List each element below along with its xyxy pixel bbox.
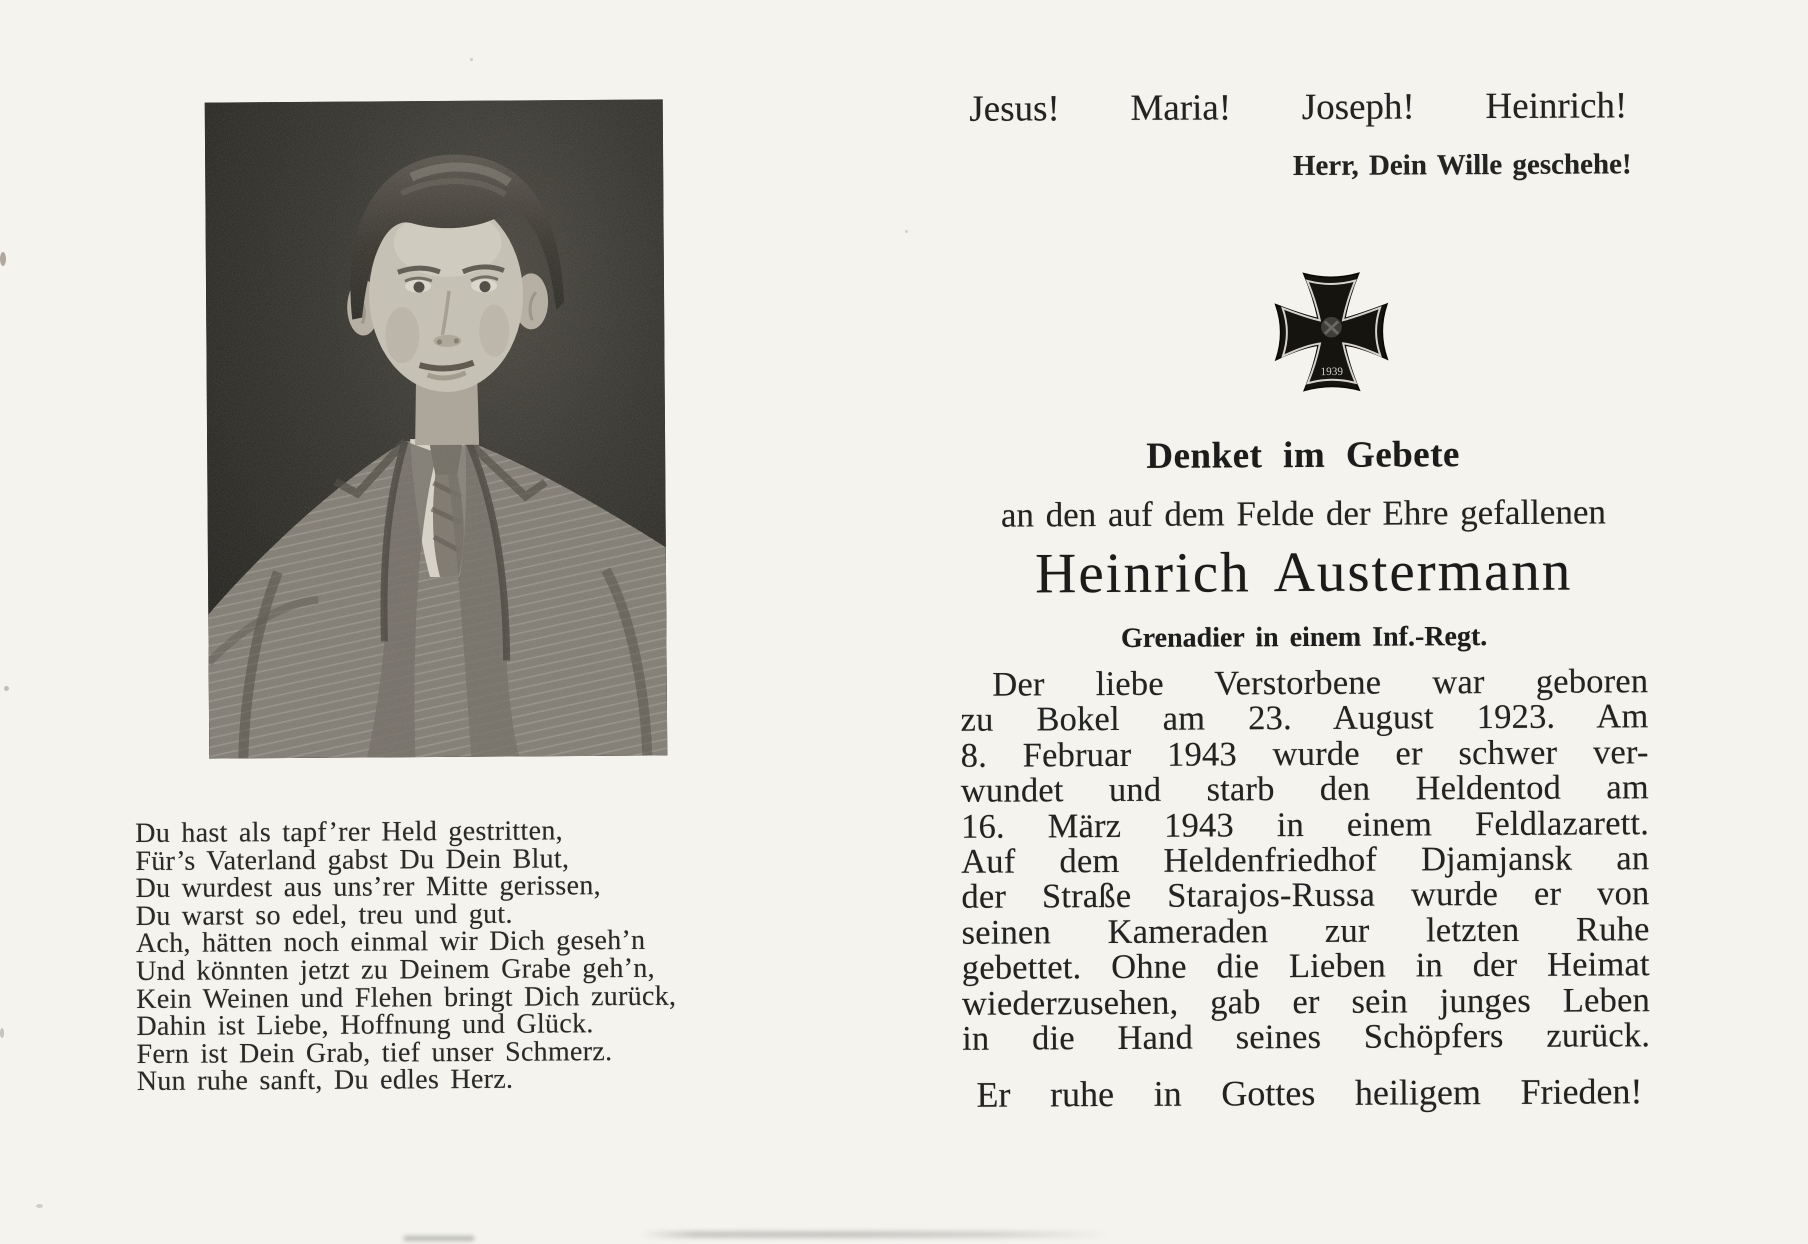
closing-prayer-line: Er ruhe in Gottes heiligem Frieden! — [976, 1071, 1643, 1115]
heading-denket-im-gebete: Denket im Gebete — [1146, 434, 1461, 477]
obituary-line: zu Bokel am 23. August 1923. Am — [960, 697, 1649, 740]
scan-speckle — [4, 686, 9, 691]
obituary-line: gebettet. Ohne die Lieben in der Heimat — [961, 945, 1650, 988]
scan-speckle — [905, 230, 908, 233]
portrait-photo-illustration — [205, 99, 668, 758]
obituary-line: wiederzusehen, gab er sein junges Leben — [961, 980, 1651, 1023]
obituary-line: 16. März 1943 in einem Feldlazarett. — [960, 803, 1650, 846]
rank-line: Grenadier in einem Inf.-Regt. — [1120, 621, 1488, 654]
poem-line: Und könnten jetzt zu Deinem Grabe geh’n, — [135, 952, 656, 987]
obituary-line: seinen Kameraden zur letzten Ruhe — [961, 910, 1650, 952]
obituary-line: in die Hand seines Schöpfers zurück. — [962, 1016, 1651, 1058]
invocation-line — [969, 84, 1627, 130]
poem-line: Dahin ist Liebe, Hoffnung und Glück. — [136, 1008, 594, 1043]
obituary-line: der Straße Starajos-Russa wurde er von — [961, 874, 1650, 917]
memorial-poem — [135, 816, 797, 1096]
dedication-line: an den auf dem Felde der Ehre gefallenen — [1000, 492, 1607, 535]
right-page — [957, 0, 1652, 1244]
poem-line: Du warst so edel, treu und gut. — [135, 898, 513, 932]
obituary-line: wundet und starb den Heldentod am — [960, 768, 1649, 811]
poem-line: Nun ruhe sanft, Du edles Herz. — [136, 1064, 514, 1098]
obituary-paragraph — [960, 664, 1650, 1057]
poem-line: Fern ist Dein Grab, tief unser Schmerz. — [136, 1035, 613, 1070]
poem-line: Du wurdest aus uns’rer Mitte gerissen, — [135, 870, 601, 905]
scan-speckle — [0, 1028, 4, 1038]
invocation-name: Maria! — [1130, 87, 1232, 129]
obituary-line: Auf dem Heldenfriedhof Djamjansk an — [961, 839, 1650, 881]
portrait-photo — [205, 99, 668, 758]
gods-will-line: Herr, Dein Wille geschehe! — [1292, 148, 1632, 183]
poem-line: Ach, hätten noch einmal wir Dich geseh’n — [135, 925, 646, 960]
poem-line: Kein Weinen und Flehen bringt Dich zurück, — [136, 980, 677, 1015]
medal-year-label: 1939 — [1320, 365, 1343, 379]
obituary-line: 8. Februar 1943 wurde er schwer ver- — [960, 733, 1649, 775]
deceased-name: Heinrich Austermann — [1035, 539, 1573, 606]
invocation-name: Joseph! — [1301, 86, 1415, 129]
iron-cross-shape — [1270, 268, 1393, 397]
invocation-name: Jesus! — [969, 88, 1060, 130]
obituary-line: Der liebe Verstorbene war geboren — [992, 662, 1649, 704]
scan-speckle — [470, 58, 473, 61]
scan-speckle — [36, 1204, 43, 1208]
scan-smudge — [404, 1236, 474, 1241]
iron-cross-medal-icon — [1270, 268, 1393, 397]
scan-speckle — [0, 252, 6, 266]
poem-line: Für’s Vaterland gabst Du Dein Blut, — [135, 842, 570, 877]
poem-line: Du hast als tapf’rer Held gestritten, — [135, 815, 563, 850]
invocation-name: Heinrich! — [1485, 85, 1628, 128]
